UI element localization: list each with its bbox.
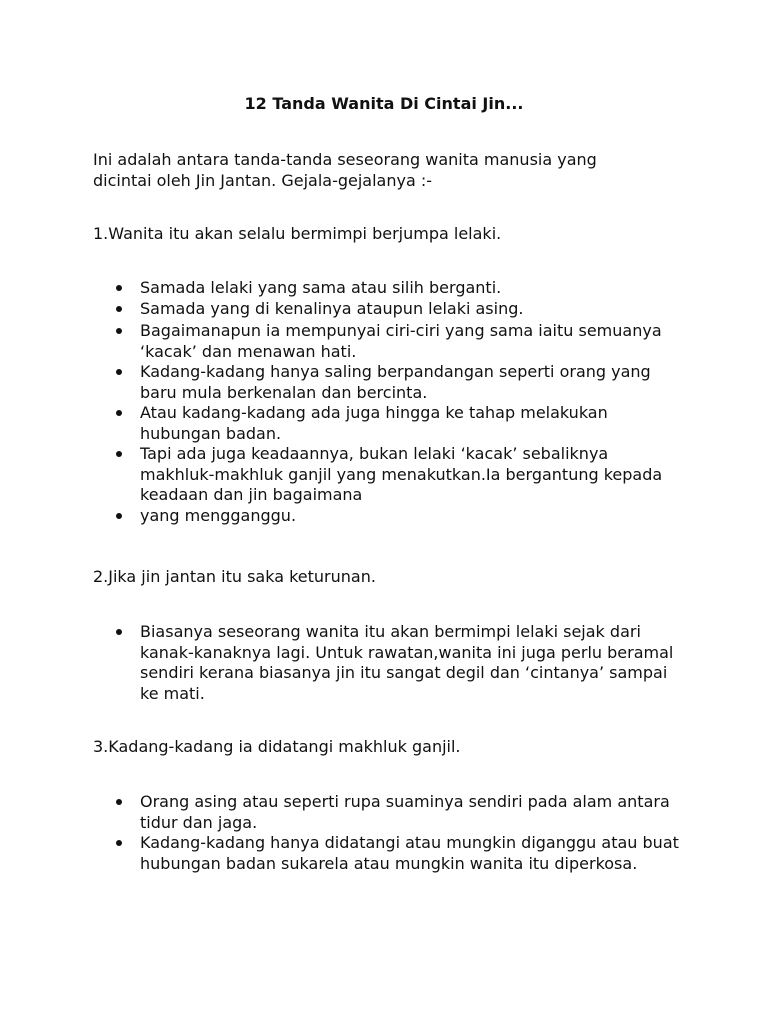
section-1-heading: 1.Wanita itu akan selalu bermimpi berjumpa lelaki. — [93, 224, 502, 243]
bullet-icon — [116, 410, 122, 416]
list-item: Samada yang di kenalinya ataupun lelaki asing. — [115, 299, 675, 320]
bullet-icon — [116, 306, 122, 312]
bullet-icon — [116, 799, 122, 805]
bullet-icon — [116, 285, 122, 291]
list-item: Tapi ada juga keadaannya, bukan lelaki ‘kacak’ sebaliknya makhluk-makhluk ganjil yang menakutkan.Ia bergantung kepada keadaan dan jin bagaimana — [115, 444, 675, 506]
bullet-icon — [116, 840, 122, 846]
section-3-heading: 3.Kadang-kadang ia didatangi makhluk ganjil. — [93, 737, 461, 756]
list-item: Biasanya seseorang wanita itu akan bermimpi lelaki sejak dari kanak-kanaknya lagi. Untuk rawatan,wanita ini juga perlu beramal sendiri kerana biasanya jin itu sangat degil dan ‘cintanya’ sampai ke mati. — [115, 622, 685, 704]
section-2-list — [115, 622, 685, 704]
list-item: Atau kadang-kadang ada juga hingga ke tahap melakukan hubungan badan. — [115, 403, 675, 444]
section-3-list — [115, 792, 680, 874]
section-2-heading: 2.Jika jin jantan itu saka keturunan. — [93, 567, 376, 586]
list-item: Samada lelaki yang sama atau silih berganti. — [115, 278, 675, 299]
bullet-icon — [116, 513, 122, 519]
intro-line-2: dicintai oleh Jin Jantan. Gejala-gejalanya :- — [93, 171, 433, 190]
list-item: Bagaimanapun ia mempunyai ciri-ciri yang sama iaitu semuanya ‘kacak’ dan menawan hati. — [115, 321, 675, 362]
list-item: Orang asing atau seperti rupa suaminya sendiri pada alam antara tidur dan jaga. — [115, 792, 680, 833]
document-title: 12 Tanda Wanita Di Cintai Jin... — [244, 94, 524, 113]
section-1-list — [115, 278, 675, 526]
intro-paragraph — [93, 149, 693, 191]
bullet-icon — [116, 451, 122, 457]
bullet-icon — [116, 328, 122, 334]
intro-line-1: Ini adalah antara tanda-tanda seseorang wanita manusia yang — [93, 150, 597, 169]
list-item: yang mengganggu. — [115, 506, 675, 527]
list-item: Kadang-kadang hanya didatangi atau mungkin diganggu atau buat hubungan badan sukarela atau mungkin wanita itu diperkosa. — [115, 833, 680, 874]
bullet-icon — [116, 369, 122, 375]
bullet-icon — [116, 629, 122, 635]
list-item: Kadang-kadang hanya saling berpandangan seperti orang yang baru mula berkenalan dan bercinta. — [115, 362, 675, 403]
